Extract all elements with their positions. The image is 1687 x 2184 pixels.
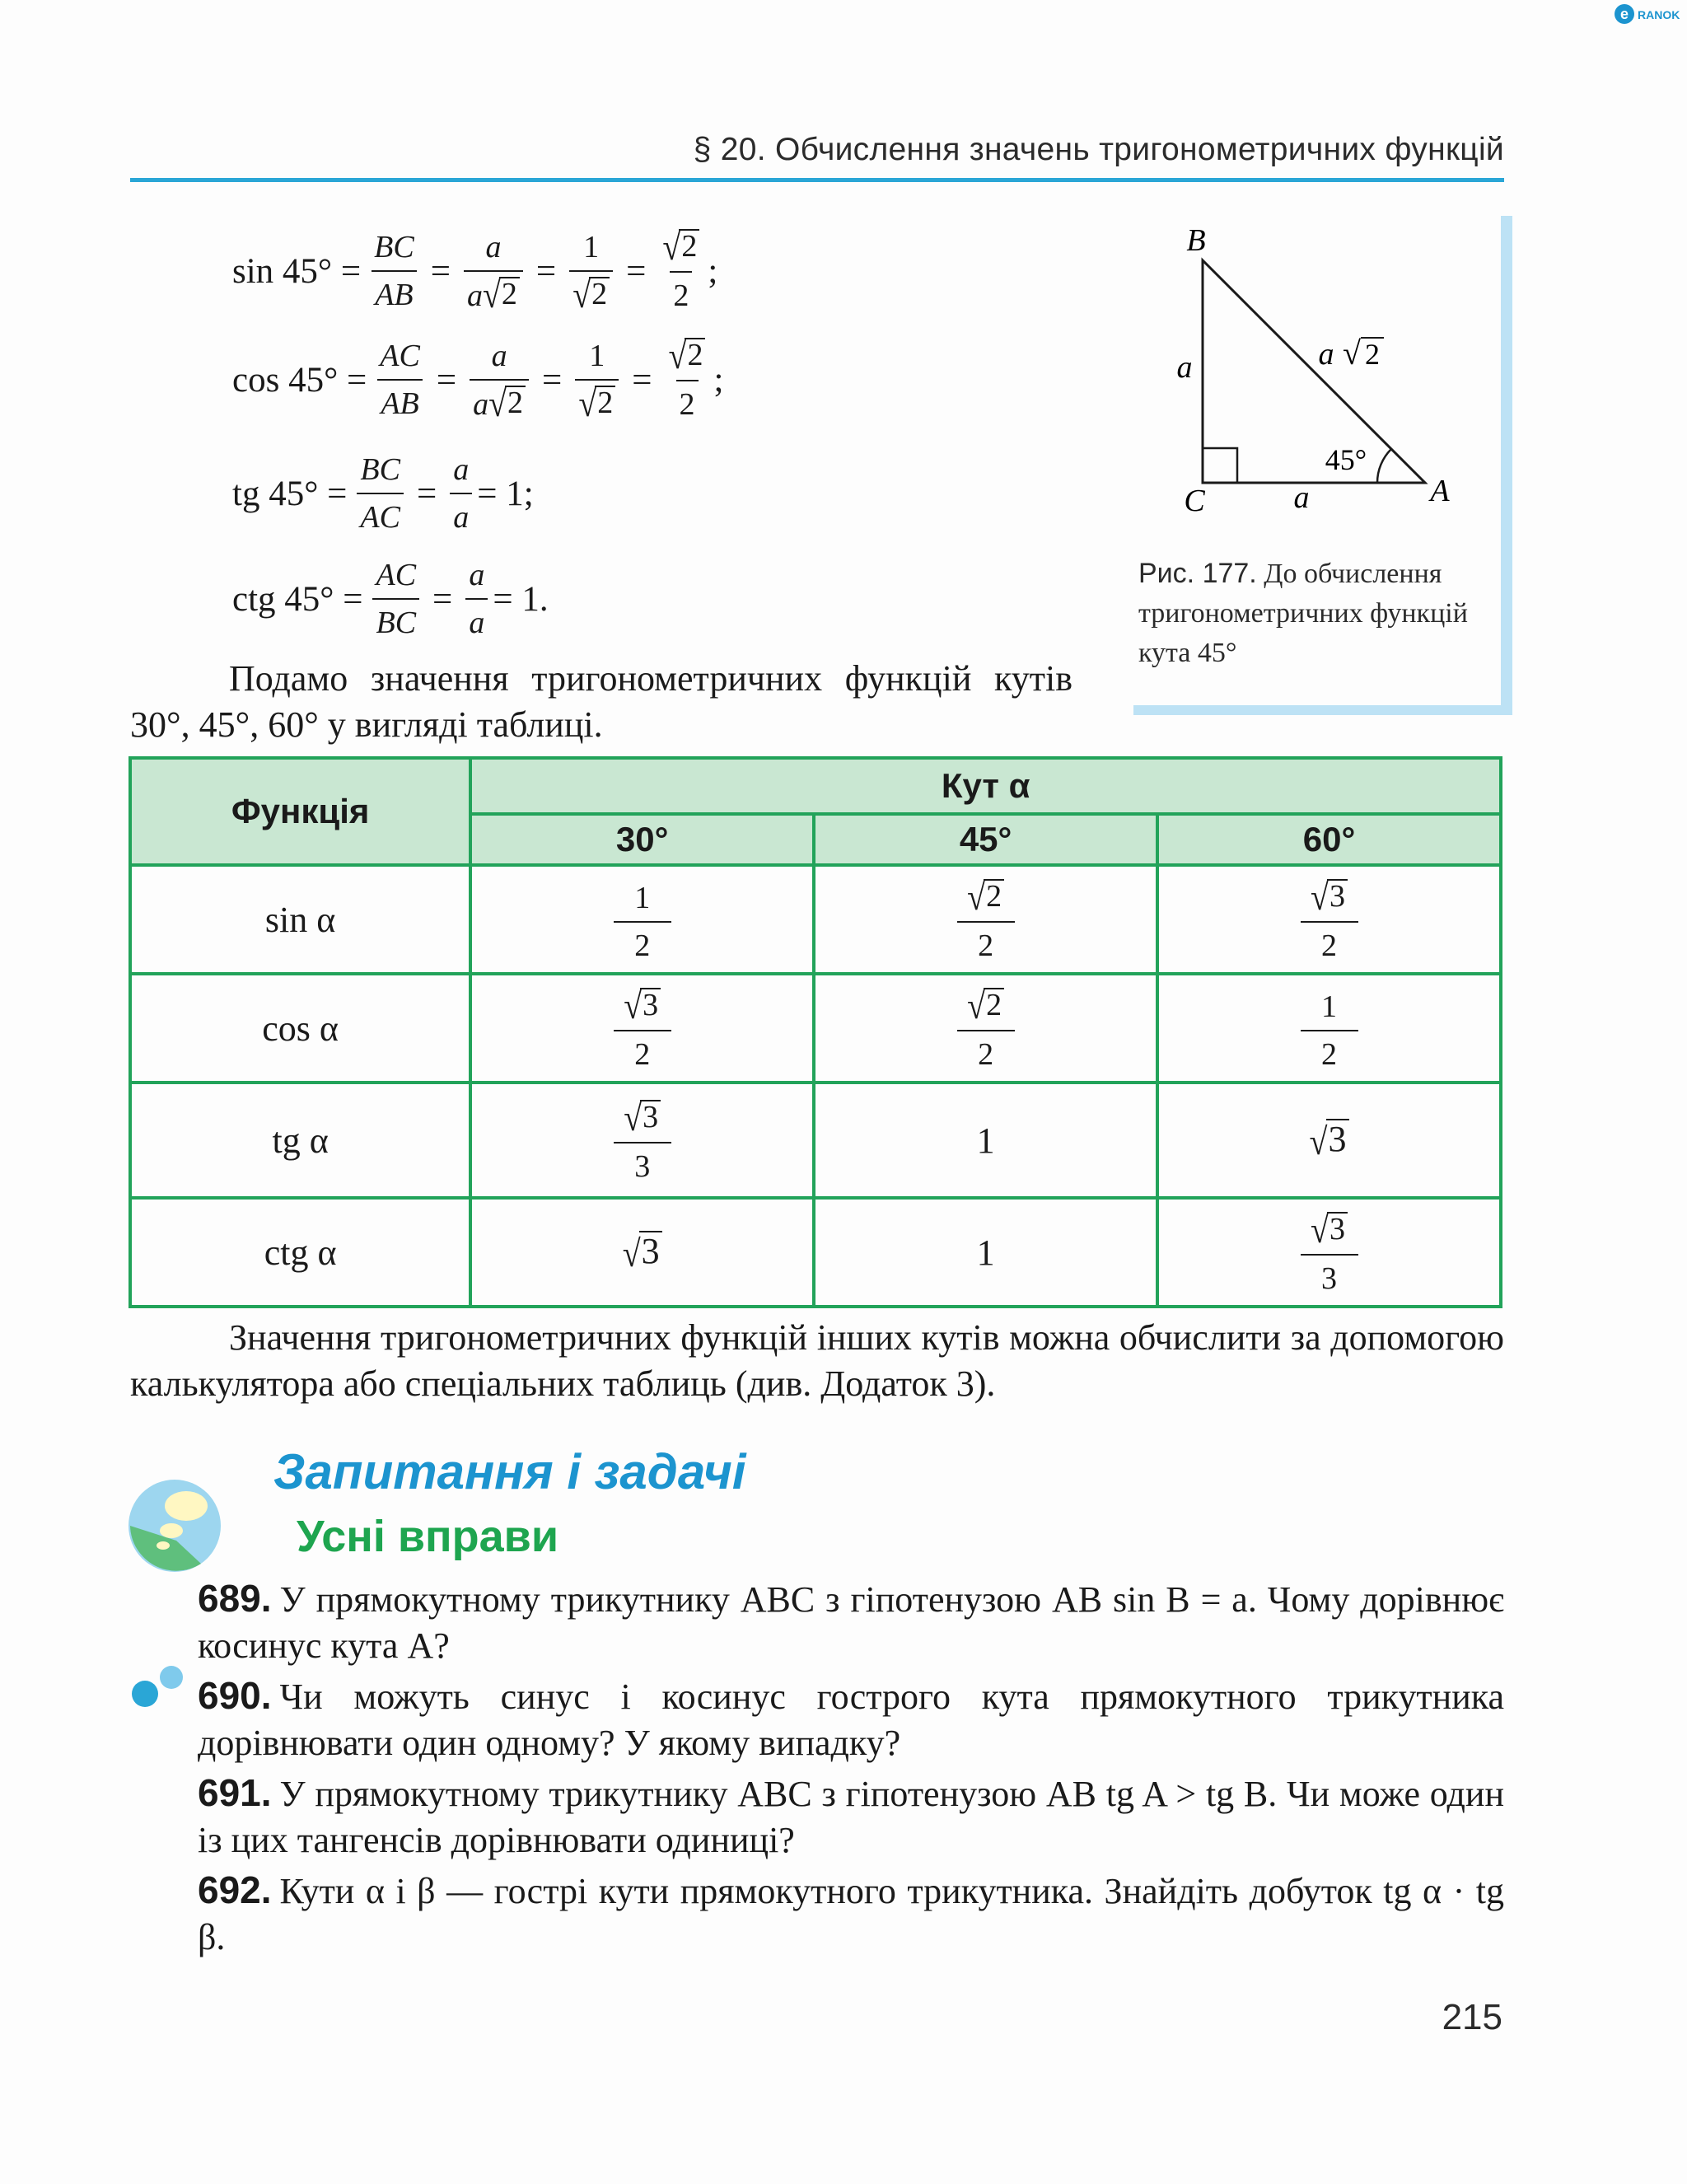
section-subtitle: Усні вправи	[297, 1512, 559, 1561]
svg-text:√: √	[1343, 334, 1361, 372]
exercise-number: 692.	[198, 1868, 272, 1911]
formula-lhs: ctg 45° =	[232, 579, 363, 619]
svg-text:e: e	[1619, 6, 1629, 22]
formula-ctg45: ctg 45° = $\frac{AC}{BC}$ = $\frac{a}{a}$ = 1.	[232, 558, 549, 640]
vertex-label-A: A	[1430, 474, 1450, 508]
bubbles-icon	[129, 1663, 188, 1709]
fraction: $\frac{BC}{AC}$	[352, 451, 409, 535]
exercise-number: 690.	[198, 1674, 272, 1717]
formula-lhs: tg 45° =	[232, 474, 348, 513]
formula-lhs: cos 45° =	[232, 360, 367, 400]
formula-cos45: cos 45° = $\frac{AC}{AB}$ = a a √ 2 = 1 √ 2 = √ 2 2 ;	[232, 334, 724, 425]
fraction: √ 2 2	[654, 229, 708, 314]
fraction: $\frac{a}{a}$	[445, 451, 477, 535]
angle-label: 45°	[1325, 443, 1367, 476]
leg-label-left: a	[1176, 350, 1193, 385]
hypotenuse-label: a	[1318, 337, 1334, 372]
table-cell: √ 3 2	[1157, 865, 1501, 974]
row-label: tg α	[130, 1083, 470, 1198]
fraction: $\frac{AC}{BC}$	[367, 557, 424, 641]
leg-label-bottom: a	[1293, 480, 1310, 515]
fraction: $\frac{AC}{AB}$	[372, 338, 428, 422]
exercise-text: У прямокутному трикутнику ABC з гіпотенузою AB sin B = a. Чому дорівнює косинус кута A?	[198, 1579, 1504, 1666]
questions-icon	[127, 1475, 226, 1574]
header-45: 45°	[814, 814, 1157, 865]
exercise-691	[198, 1770, 1504, 1864]
exercise-number: 689.	[198, 1577, 272, 1620]
header-30: 30°	[470, 814, 814, 865]
page-number: 215	[1442, 1997, 1502, 2037]
exercise-text: Кути α і β — гострі кути прямокутного трикутника. Знайдіть добуток tg α · tg β.	[198, 1871, 1504, 1957]
exercise-689	[198, 1575, 1504, 1669]
intro-paragraph: Подамо значення тригонометричних функцій кутів 30°, 45°, 60° у вигляді таблиці.	[130, 658, 1072, 745]
formula-tg45: tg 45° = $\frac{BC}{AC}$ = $\frac{a}{a}$ = 1;	[232, 452, 534, 535]
fraction: $\frac{a}{a}$	[460, 557, 493, 641]
table-cell: √ 3 3	[1157, 1198, 1501, 1307]
formula-lhs: sin 45° =	[232, 251, 362, 291]
fraction: a a √ 2	[465, 338, 534, 423]
row-label: sin α	[130, 865, 470, 974]
table-cell: √ 2 2	[814, 865, 1157, 974]
hypotenuse-sqrt-arg: 2	[1365, 338, 1380, 371]
table-row	[130, 1198, 1501, 1307]
figure-caption	[1138, 554, 1501, 673]
figure-caption-text: До обчислення тригонометричних функцій кута 45°	[1138, 559, 1468, 668]
table-cell: √ 3 3	[470, 1083, 814, 1198]
fraction: √ 2 2	[661, 338, 714, 423]
exercise-text: У прямокутному трикутнику ABC з гіпотенузою AB tg A > tg B. Чи може один із цих тангенсів дорівнювати одиниці?	[198, 1774, 1504, 1860]
table-cell: √ 3 2	[470, 974, 814, 1083]
row-label: cos α	[130, 974, 470, 1083]
header-60: 60°	[1157, 814, 1501, 865]
table-row	[130, 974, 1501, 1083]
table-row	[130, 1083, 1501, 1198]
table-row	[130, 865, 1501, 974]
exercise-number: 691.	[198, 1771, 272, 1814]
table-cell: √ 3	[1157, 1083, 1501, 1198]
publisher-logo	[1613, 0, 1685, 28]
section-title: Запитання і задачі	[273, 1444, 746, 1499]
triangle-diagram	[1153, 216, 1483, 529]
exercise-692	[198, 1867, 1504, 1961]
table-cell: √ 2 2	[814, 974, 1157, 1083]
table-cell: $\frac{1}{2}$	[1157, 974, 1501, 1083]
exercise-text: Чи можуть синус і косинус гострого кута прямокутного трикутника дорівнювати один одному? У якому випадку?	[198, 1677, 1504, 1763]
header-rule	[130, 178, 1504, 182]
fraction: a a √ 2	[459, 229, 528, 314]
header-angle: Кут α	[470, 758, 1501, 814]
figure-caption-label: Рис. 177.	[1138, 558, 1257, 589]
running-head: § 20. Обчислення значень тригонометричних функцій	[693, 132, 1504, 167]
table-cell: √ 3	[470, 1198, 814, 1307]
row-label: ctg α	[130, 1198, 470, 1307]
table-cell: 1	[814, 1198, 1157, 1307]
fraction: $\frac{BC}{AB}$	[366, 229, 423, 313]
table-cell: 1	[814, 1083, 1157, 1198]
formula-sin45: sin 45° = $\frac{BC}{AB}$ = a a √ 2 = 1 √ 2 = √ 2 2 ;	[232, 225, 718, 316]
logo-text: RANOK	[1638, 8, 1680, 21]
trig-values-table	[129, 756, 1502, 1308]
fraction: 1 √ 2	[570, 338, 624, 423]
after-table-paragraph: Значення тригонометричних функцій інших кутів можна обчислити за допомогою калькулятора або спеціальних таблиць (див. Додаток 3).	[130, 1317, 1504, 1404]
header-function: Функція	[130, 758, 470, 865]
vertex-label-B: B	[1186, 223, 1206, 258]
exercise-690	[198, 1672, 1504, 1766]
fraction: 1 √ 2	[564, 229, 618, 314]
table-cell: $\frac{1}{2}$	[470, 865, 814, 974]
vertex-label-C: C	[1184, 484, 1205, 518]
